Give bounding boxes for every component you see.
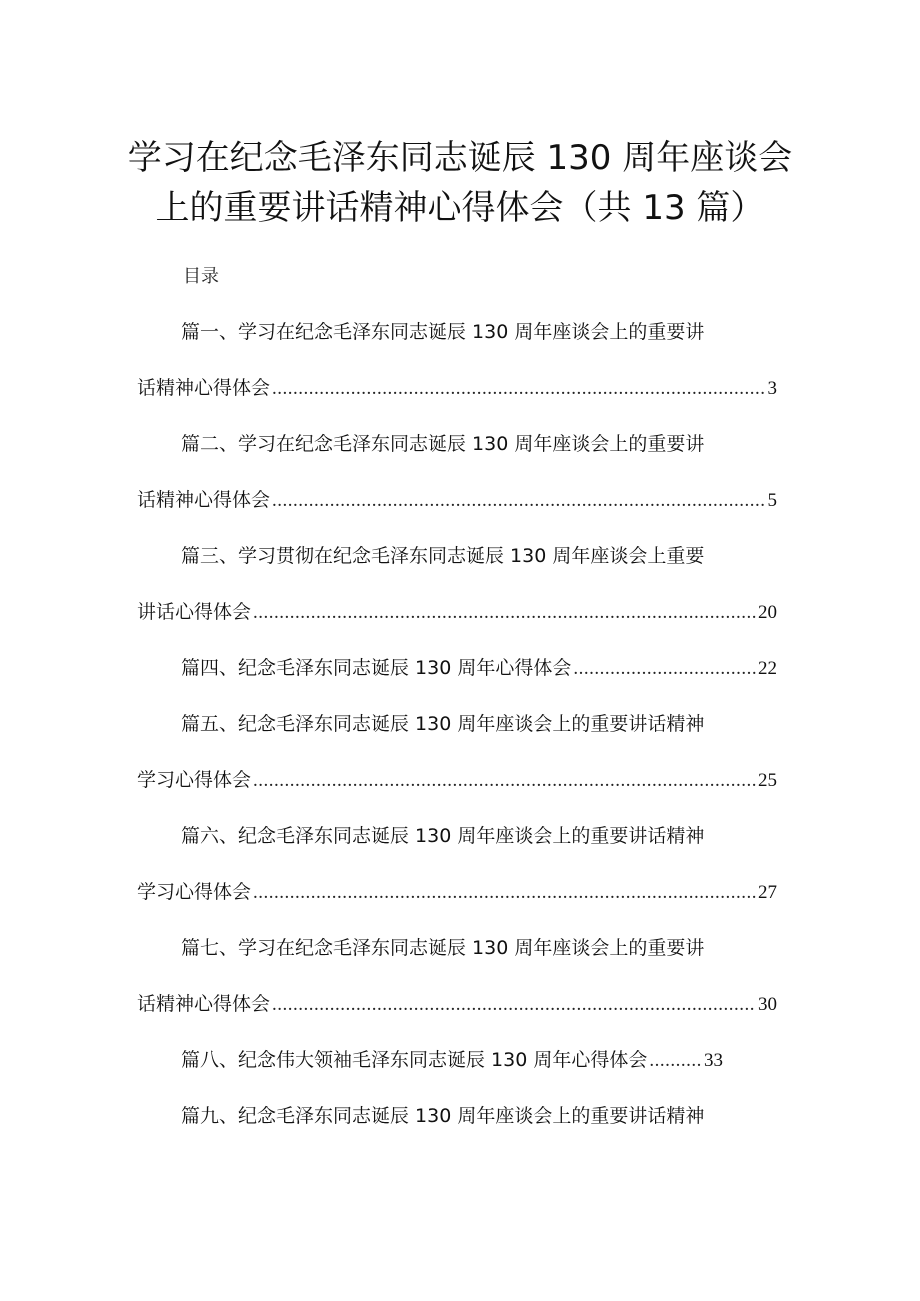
toc-entry-3-page: 20 bbox=[758, 602, 777, 623]
toc-entry-1-text: 话精神心得体会 bbox=[137, 377, 271, 399]
toc-entry-6-line-1[interactable]: 篇六、纪念毛泽东同志诞辰 130 周年座谈会上的重要讲话精神 bbox=[181, 825, 705, 847]
toc-entry-5-line-2[interactable] bbox=[137, 766, 777, 795]
toc-entry-7-line-1[interactable]: 篇七、学习在纪念毛泽东同志诞辰 130 周年座谈会上的重要讲 bbox=[181, 937, 705, 959]
toc-entry-4[interactable] bbox=[181, 654, 777, 683]
toc-entry-7-line-2[interactable] bbox=[137, 990, 777, 1019]
toc-leader-dots bbox=[253, 879, 756, 907]
toc-entry-8-page: 33 bbox=[704, 1050, 723, 1071]
toc-entry-6-line-2[interactable] bbox=[137, 878, 777, 907]
document-title-line-1: 学习在纪念毛泽东同志诞辰 130 周年座谈会 bbox=[127, 138, 793, 178]
toc-entry-7-page: 30 bbox=[758, 994, 777, 1015]
toc-entry-2-line-2[interactable] bbox=[137, 486, 777, 515]
toc-entry-2-text: 话精神心得体会 bbox=[137, 489, 271, 511]
toc-leader-dots bbox=[272, 487, 765, 515]
toc-entry-5-text: 学习心得体会 bbox=[137, 769, 252, 791]
toc-entry-1-page: 3 bbox=[767, 378, 777, 399]
toc-heading: 目录 bbox=[183, 266, 219, 287]
toc-entry-3-text: 讲话心得体会 bbox=[137, 601, 252, 623]
toc-entry-5-line-1[interactable]: 篇五、纪念毛泽东同志诞辰 130 周年座谈会上的重要讲话精神 bbox=[181, 713, 705, 735]
document-title-line-2: 上的重要讲话精神心得体会（共 13 篇） bbox=[155, 188, 765, 228]
toc-entry-7-text: 话精神心得体会 bbox=[137, 993, 271, 1015]
toc-leader-dots bbox=[272, 375, 765, 403]
toc-entry-2-page: 5 bbox=[767, 490, 777, 511]
toc-entry-4-text: 篇四、纪念毛泽东同志诞辰 130 周年心得体会 bbox=[181, 657, 572, 679]
toc-entry-6-text: 学习心得体会 bbox=[137, 881, 252, 903]
toc-entry-2-line-1[interactable]: 篇二、学习在纪念毛泽东同志诞辰 130 周年座谈会上的重要讲 bbox=[181, 433, 705, 455]
toc-entry-1-line-2[interactable] bbox=[137, 374, 777, 403]
toc-entry-5-page: 25 bbox=[758, 770, 777, 791]
toc-entry-1-line-1[interactable]: 篇一、学习在纪念毛泽东同志诞辰 130 周年座谈会上的重要讲 bbox=[181, 321, 705, 343]
toc-entry-3-line-1[interactable]: 篇三、学习贯彻在纪念毛泽东同志诞辰 130 周年座谈会上重要 bbox=[181, 545, 705, 567]
toc-leader-dots bbox=[573, 655, 756, 683]
toc-entry-4-page: 22 bbox=[758, 658, 777, 679]
toc-leader-dots bbox=[253, 767, 756, 795]
toc-leader-dots bbox=[253, 599, 756, 627]
toc-leader-dots bbox=[649, 1047, 702, 1075]
toc-entry-6-page: 27 bbox=[758, 882, 777, 903]
toc-entry-3-line-2[interactable] bbox=[137, 598, 777, 627]
toc-entry-8[interactable] bbox=[181, 1046, 723, 1075]
toc-leader-dots bbox=[272, 991, 756, 1019]
toc-entry-8-text: 篇八、纪念伟大领袖毛泽东同志诞辰 130 周年心得体会 bbox=[181, 1049, 648, 1071]
toc-entry-9-line-1[interactable]: 篇九、纪念毛泽东同志诞辰 130 周年座谈会上的重要讲话精神 bbox=[181, 1105, 705, 1127]
